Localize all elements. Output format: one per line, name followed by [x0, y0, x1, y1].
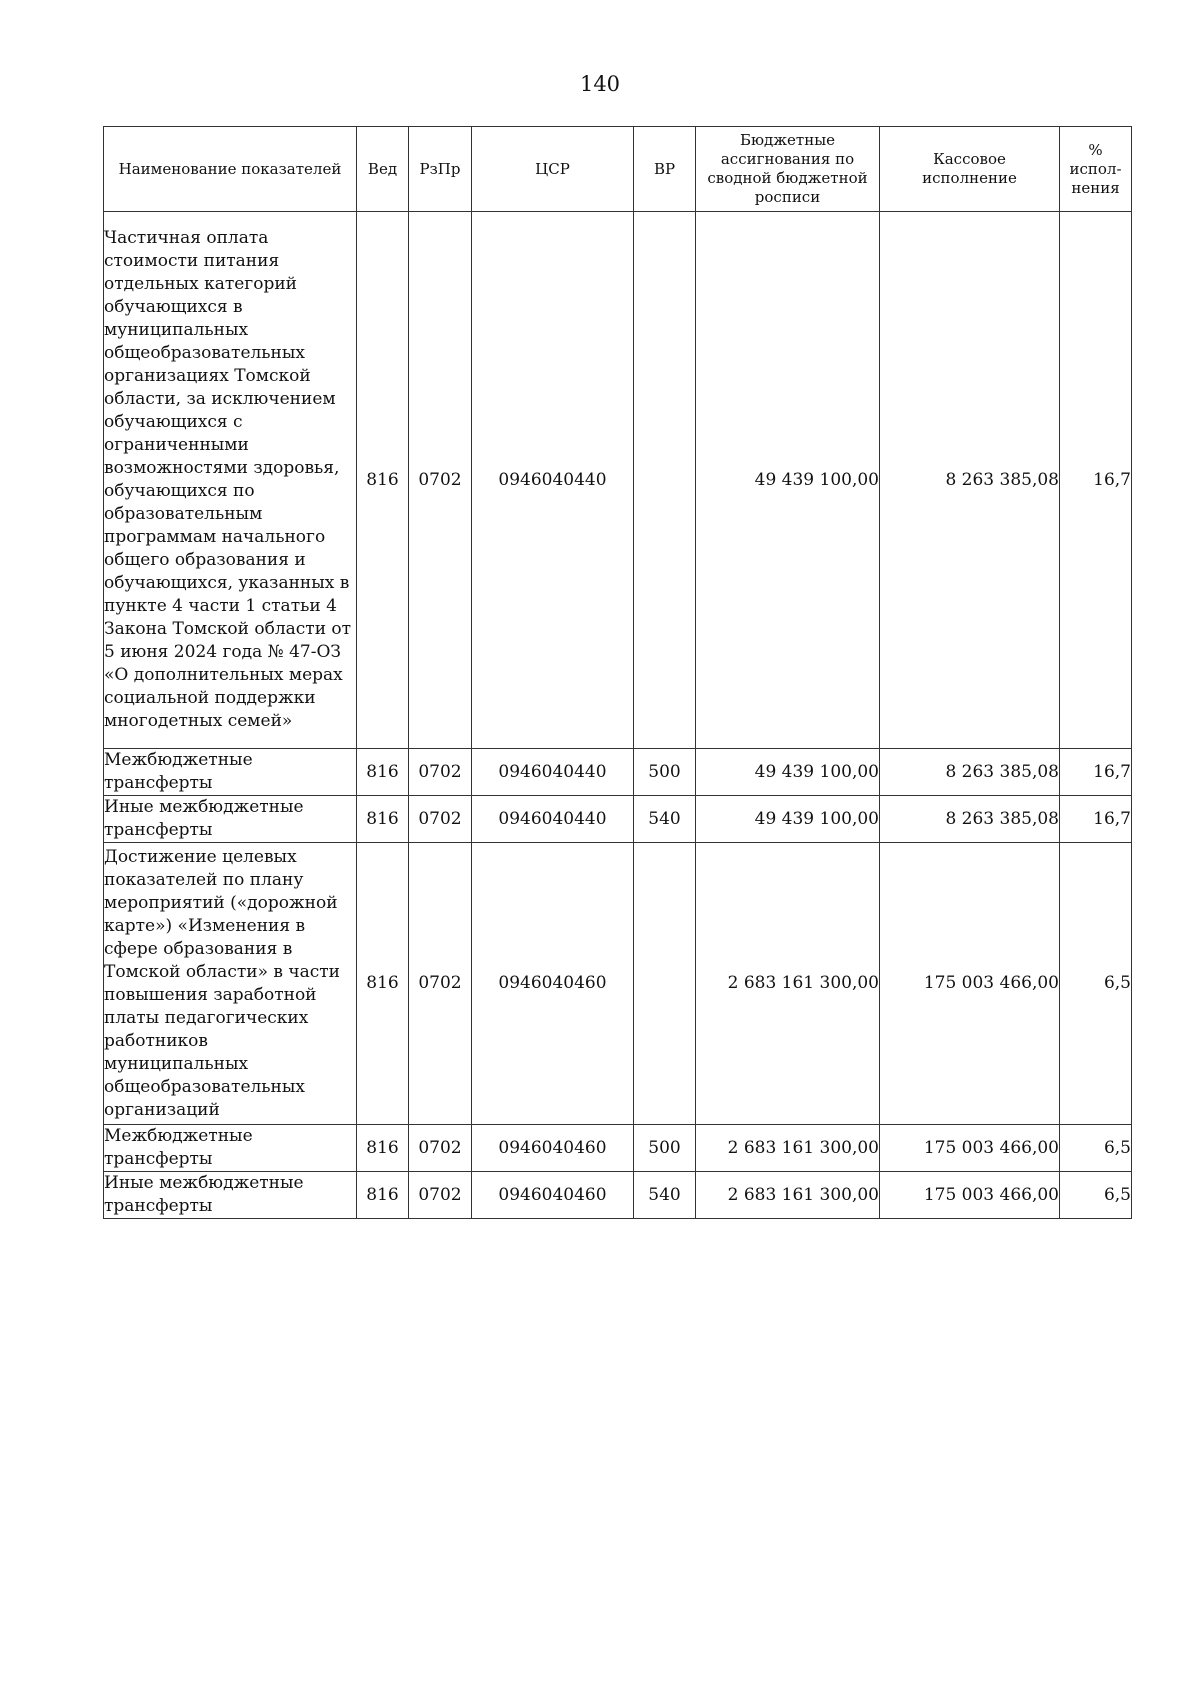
row-cash: 175 003 466,00	[880, 843, 1060, 1125]
row-cash: 175 003 466,00	[880, 1125, 1060, 1172]
row-assigned: 2 683 161 300,00	[696, 1125, 880, 1172]
row-csr: 0946040440	[472, 212, 634, 749]
table-row	[104, 796, 1132, 843]
row-ved: 816	[357, 796, 409, 843]
header-assigned: Бюджетные ассигнования по сводной бюджетной росписи	[696, 127, 880, 212]
table-header-row	[104, 127, 1132, 212]
row-csr: 0946040440	[472, 749, 634, 796]
table-row	[104, 749, 1132, 796]
row-rzpr: 0702	[409, 212, 472, 749]
row-vr: 500	[634, 1125, 696, 1172]
row-assigned: 2 683 161 300,00	[696, 843, 880, 1125]
row-cash: 8 263 385,08	[880, 749, 1060, 796]
table-row	[104, 212, 1132, 749]
row-cash: 8 263 385,08	[880, 796, 1060, 843]
table-row	[104, 1125, 1132, 1172]
row-name: Частичная оплата стоимости питания отдельных категорий обучающихся в муниципальных общеобразовательных организациях Томской области, за исключением обучающихся с ограниченными возможностями здоровья, обучающихся по образовательным программам начального общего образования и обучающихся, указанных в пункте 4 части 1 статьи 4 Закона Томской области от 5 июня 2024 года № 47-ОЗ «О дополнительных мерах социальной поддержки многодетных семей»	[104, 212, 357, 749]
row-csr: 0946040460	[472, 1125, 634, 1172]
row-name: Межбюджетные трансферты	[104, 1125, 357, 1172]
row-csr: 0946040460	[472, 843, 634, 1125]
row-csr: 0946040460	[472, 1172, 634, 1219]
row-vr: 500	[634, 749, 696, 796]
row-rzpr: 0702	[409, 843, 472, 1125]
row-name: Межбюджетные трансферты	[104, 749, 357, 796]
row-percent: 6,5	[1060, 1125, 1132, 1172]
row-rzpr: 0702	[409, 796, 472, 843]
header-percent: % испол-нения	[1060, 127, 1132, 212]
table-row	[104, 843, 1132, 1125]
row-percent: 6,5	[1060, 1172, 1132, 1219]
row-assigned: 2 683 161 300,00	[696, 1172, 880, 1219]
row-percent: 16,7	[1060, 749, 1132, 796]
row-name: Иные межбюджетные трансферты	[104, 1172, 357, 1219]
row-percent: 6,5	[1060, 843, 1132, 1125]
row-ved: 816	[357, 212, 409, 749]
row-name: Достижение целевых показателей по плану мероприятий («дорожной карте») «Изменения в сфере образования в Томской области» в части повышения заработной платы педагогических работников муниципальных общеобразовательных организаций	[104, 843, 357, 1125]
header-name: Наименование показателей	[104, 127, 357, 212]
row-assigned: 49 439 100,00	[696, 212, 880, 749]
row-csr: 0946040440	[472, 796, 634, 843]
row-ved: 816	[357, 1125, 409, 1172]
table-row	[104, 1172, 1132, 1219]
row-assigned: 49 439 100,00	[696, 749, 880, 796]
header-cash: Кассовое исполнение	[880, 127, 1060, 212]
page-number: 140	[579, 72, 621, 96]
row-vr	[634, 843, 696, 1125]
row-vr	[634, 212, 696, 749]
row-rzpr: 0702	[409, 1125, 472, 1172]
row-percent: 16,7	[1060, 796, 1132, 843]
row-cash: 8 263 385,08	[880, 212, 1060, 749]
row-rzpr: 0702	[409, 1172, 472, 1219]
header-csr: ЦСР	[472, 127, 634, 212]
row-ved: 816	[357, 1172, 409, 1219]
header-rzpr: РзПр	[409, 127, 472, 212]
row-vr: 540	[634, 1172, 696, 1219]
header-ved: Вед	[357, 127, 409, 212]
budget-execution-table	[103, 126, 1132, 1219]
row-ved: 816	[357, 749, 409, 796]
row-assigned: 49 439 100,00	[696, 796, 880, 843]
row-name: Иные межбюджетные трансферты	[104, 796, 357, 843]
row-percent: 16,7	[1060, 212, 1132, 749]
row-cash: 175 003 466,00	[880, 1172, 1060, 1219]
row-ved: 816	[357, 843, 409, 1125]
row-vr: 540	[634, 796, 696, 843]
header-vr: ВР	[634, 127, 696, 212]
row-rzpr: 0702	[409, 749, 472, 796]
